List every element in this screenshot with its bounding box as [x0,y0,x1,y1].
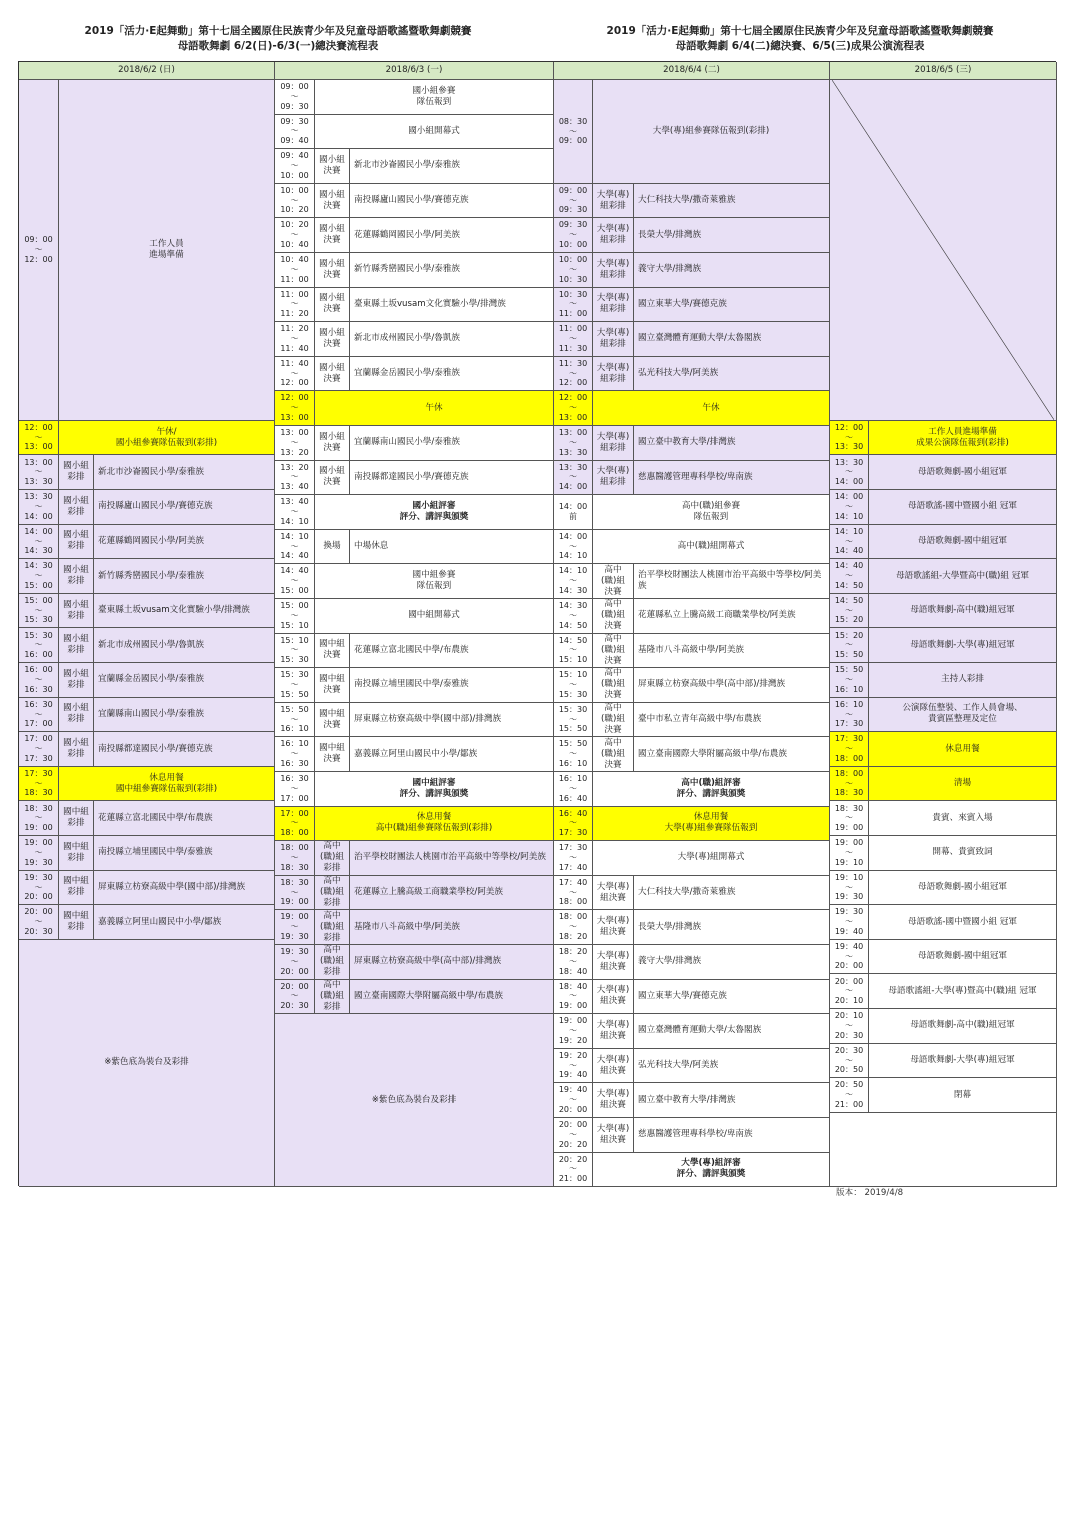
day3-time: 13：00 ～ 13：30 [554,426,593,461]
day2-time: 09：40 ～ 10：00 [275,149,315,184]
header-right-title: 2019「活力·E起舞動」第十七屆全國原住民族青少年及兒童母語歌謠暨歌舞劇競賽 [606,25,994,37]
day3-time: 20：00 ～ 20：20 [554,1118,593,1153]
day2-team: 宜蘭縣南山國民小學/泰雅族 [350,426,554,461]
day4-time: 18：30 ～ 19：00 [830,801,869,836]
day2-time: 10：40 ～ 11：00 [275,253,315,288]
day3-time: 16：10 ～ 16：40 [554,772,593,807]
day2-team: 國立臺南國際大學附屬高級中學/布農族 [350,980,554,1015]
day2-group: 國中組 決賽 [315,668,350,703]
day3-time: 14：00 前 [554,495,593,530]
day2-time: 13：20 ～ 13：40 [275,461,315,496]
day3-group: 大學(專) 組決賽 [593,945,634,980]
day3-group: 高中 (職)組 決賽 [593,703,634,738]
day2-time: 13：40 ～ 14：10 [275,495,315,530]
day2-team: 新北市成州國民小學/魯凱族 [350,322,554,357]
day2-time: 12：00 ～ 13：00 [275,391,315,426]
day3-event: 大學(專)組開幕式 [593,841,830,876]
day4-time: 20：30 ～ 20：50 [830,1044,869,1079]
day3-group: 大學(專) 組彩排 [593,426,634,461]
day4-event: 清場 [869,767,1057,802]
day2-group: 國中組 決賽 [315,634,350,669]
day3-team: 臺中市私立青年高級中學/布農族 [634,703,830,738]
day4-time: 16：10 ～ 17：30 [830,698,869,733]
day3-event: 高中(職)組參賽 隊伍報到 [593,495,830,530]
day3-team: 義守大學/排灣族 [634,945,830,980]
day2-time: 14：10 ～ 14：40 [275,530,315,565]
day4-event: 貴賓、來賓入場 [869,801,1057,836]
day2-team: 花蓮縣立富北國民中學/布農族 [350,634,554,669]
day2-group: 高中 (職)組 彩排 [315,876,350,911]
day2-time: 18：00 ～ 18：30 [275,841,315,876]
day2-group: 國小組 決賽 [315,184,350,219]
day4-event: 母語歌舞劇-國中組冠軍 [869,525,1057,560]
day2-group: 國中組 決賽 [315,703,350,738]
day3-event: 高中(職)組開幕式 [593,530,830,565]
day1-group: 國中組 彩排 [59,905,94,940]
header-left-title: 2019「活力·E起舞動」第十七屆全國原住民族青少年及兒童母語歌謠暨歌舞劇競賽 [84,25,472,37]
day2-time: 16：10 ～ 16：30 [275,737,315,772]
day3-team: 治平學校財團法人桃園市治平高級中等學校/阿美族 [634,564,830,599]
day1-group: 國小組 彩排 [59,455,94,490]
day4-time: 18：00 ～ 18：30 [830,767,869,802]
day2-time: 17：00 ～ 18：00 [275,807,315,842]
day1-time: 09：00 ～ 12：00 [19,80,59,421]
day1-time: 19：30 ～ 20：00 [19,871,59,906]
header-left-subtitle: 母語歌舞劇 6/2(日)-6/3(一)總決賽流程表 [177,40,379,52]
day4-time: 12：00 ～ 13：30 [830,421,869,456]
day2-group: 高中 (職)組 彩排 [315,980,350,1015]
day4-event: 母語歌謠-國中暨國小組 冠軍 [869,905,1057,940]
day3-group: 大學(專) 組決賽 [593,1049,634,1084]
day2-time: 18：30 ～ 19：00 [275,876,315,911]
day1-time: 17：30 ～ 18：30 [19,767,59,802]
day1-time: 16：30 ～ 17：00 [19,698,59,733]
day2-group: 國小組 決賽 [315,461,350,496]
day4-time: 19：40 ～ 20：00 [830,940,869,975]
day3-event: 休息用餐 大學(專)組參賽隊伍報到 [593,807,830,842]
day2-time: 14：40 ～ 15：00 [275,564,315,599]
day2-group: 國小組 決賽 [315,357,350,392]
day2-time: 11：40 ～ 12：00 [275,357,315,392]
header-day3: 2018/6/4 (二) [554,62,830,80]
day1-team: 嘉義縣立阿里山國民中小學/鄒族 [94,905,275,940]
day2-team: 花蓮縣立上騰高級工商職業學校/阿美族 [350,876,554,911]
day3-time: 18：00 ～ 18：20 [554,910,593,945]
day3-group: 高中 (職)組 決賽 [593,634,634,669]
day1-group: 國小組 彩排 [59,663,94,698]
day3-time: 11：00 ～ 11：30 [554,322,593,357]
day3-event: 高中(職)組評審 評分、講評與頒獎 [593,772,830,807]
day1-team: 新竹縣秀巒國民小學/泰雅族 [94,559,275,594]
day1-lunch: 午休/ 國小組參賽隊伍報到(彩排) [59,421,275,456]
header-day1: 2018/6/2 (日) [19,62,275,80]
day1-group: 國小組 彩排 [59,628,94,663]
day2-team: 南投縣廬山國民小學/賽德克族 [350,184,554,219]
day3-group: 高中 (職)組 決賽 [593,564,634,599]
day2-team: 新北市沙崙國民小學/泰雅族 [350,149,554,184]
day3-group: 高中 (職)組 決賽 [593,668,634,703]
day1-dinner: 休息用餐 國中組參賽隊伍報到(彩排) [59,767,275,802]
day2-group: 國小組 決賽 [315,426,350,461]
day1-team: 花蓮縣鶴岡國民小學/阿美族 [94,525,275,560]
day4-time: 17：30 ～ 18：00 [830,732,869,767]
day3-team: 弘光科技大學/阿美族 [634,357,830,392]
day3-team: 花蓮縣私立上騰高級工商職業學校/阿美族 [634,599,830,634]
day1-team: 花蓮縣立富北國民中學/布農族 [94,801,275,836]
day4-event: 母語歌舞劇-國小組冠軍 [869,871,1057,906]
day4-event: 主持人彩排 [869,663,1057,698]
day3-time: 09：30 ～ 10：00 [554,218,593,253]
day3-time: 16：40 ～ 17：30 [554,807,593,842]
day3-time: 18：20 ～ 18：40 [554,945,593,980]
day4-event: 母語歌舞劇-國小組冠軍 [869,455,1057,490]
day2-team: 宜蘭縣金岳國民小學/泰雅族 [350,357,554,392]
day4-time: 14：50 ～ 15：20 [830,594,869,629]
day3-group: 大學(專) 組決賽 [593,876,634,911]
day2-group: 高中 (職)組 彩排 [315,841,350,876]
day2-group: 國中組 決賽 [315,737,350,772]
day1-group: 國中組 彩排 [59,801,94,836]
day3-team: 大仁科技大學/撒奇萊雅族 [634,184,830,219]
day1-staff-prep: 工作人員 進場準備 [59,80,275,421]
day1-team: 宜蘭縣金岳國民小學/泰雅族 [94,663,275,698]
day3-group: 大學(專) 組彩排 [593,253,634,288]
day1-group: 國小組 彩排 [59,732,94,767]
day4-event: 休息用餐 [869,732,1057,767]
day3-group: 大學(專) 組決賽 [593,1083,634,1118]
day1-time: 12：00 ～ 13：00 [19,421,59,456]
day3-group: 大學(專) 組決賽 [593,980,634,1015]
day3-team: 國立臺灣體育運動大學/太魯閣族 [634,322,830,357]
day2-event: 國小組評審 評分、講評與頒獎 [315,495,554,530]
day3-team: 國立臺灣體育運動大學/太魯閣族 [634,1014,830,1049]
day3-group: 高中 (職)組 決賽 [593,599,634,634]
day4-event: 母語歌舞劇-大學(專)組冠軍 [869,628,1057,663]
day3-team: 國立臺南國際大學附屬高級中學/布農族 [634,737,830,772]
day3-team: 長榮大學/排灣族 [634,218,830,253]
day4-time: 14：00 ～ 14：10 [830,490,869,525]
day4-event: 閉幕 [869,1078,1057,1113]
day4-time: 19：30 ～ 19：40 [830,905,869,940]
day1-group: 國小組 彩排 [59,559,94,594]
day2-time: 09：30 ～ 09：40 [275,115,315,150]
day1-team: 南投縣都達國民小學/賽德克族 [94,732,275,767]
day2-group: 國小組 決賽 [315,218,350,253]
diagonal-line [832,80,1054,420]
day4-time: 15：20 ～ 15：50 [830,628,869,663]
day3-time: 18：40 ～ 19：00 [554,980,593,1015]
header-day2: 2018/6/3 (一) [275,62,554,80]
day3-team: 弘光科技大學/阿美族 [634,1049,830,1084]
day3-time: 08：30 ～ 09：00 [554,80,593,184]
day2-time: 15：00 ～ 15：10 [275,599,315,634]
day3-time: 19：40 ～ 20：00 [554,1083,593,1118]
day1-group: 國小組 彩排 [59,594,94,629]
day4-time: 13：30 ～ 14：00 [830,455,869,490]
day3-group: 大學(專) 組決賽 [593,1118,634,1153]
day1-time: 15：30 ～ 16：00 [19,628,59,663]
day1-time: 19：00 ～ 19：30 [19,836,59,871]
day3-event: 大學(專)組評審 評分、講評與頒獎 [593,1153,830,1188]
day2-time: 15：30 ～ 15：50 [275,668,315,703]
day1-team: 屏東縣立枋寮高級中學(國中部)/排灣族 [94,871,275,906]
day3-time: 19：20 ～ 19：40 [554,1049,593,1084]
day4-event: 母語歌謠組-大學暨高中(職)組 冠軍 [869,559,1057,594]
day2-group: 國小組 決賽 [315,253,350,288]
day2-time: 10：00 ～ 10：20 [275,184,315,219]
day2-event: 國中組評審 評分、講評與頒獎 [315,772,554,807]
day3-time: 14：10 ～ 14：30 [554,564,593,599]
day1-time: 13：00 ～ 13：30 [19,455,59,490]
day3-group: 大學(專) 組彩排 [593,288,634,323]
day4-event: 母語歌舞劇-高中(職)組冠軍 [869,1009,1057,1044]
day1-team: 新北市成州國民小學/魯凱族 [94,628,275,663]
day2-team: 治平學校財團法人桃園市治平高級中等學校/阿美族 [350,841,554,876]
day3-time: 09：00 ～ 09：30 [554,184,593,219]
day2-group: 高中 (職)組 彩排 [315,945,350,980]
day3-team: 屏東縣立枋寮高級中學(高中部)/排灣族 [634,668,830,703]
day2-time: 15：50 ～ 16：10 [275,703,315,738]
day2-team: 基隆市八斗高級中學/阿美族 [350,910,554,945]
day4-event: 母語歌謠組-大學(專)暨高中(職)組 冠軍 [869,974,1057,1009]
day2-event: 休息用餐 高中(職)組參賽隊伍報到(彩排) [315,807,554,842]
day1-time: 18：30 ～ 19：00 [19,801,59,836]
day3-time: 11：30 ～ 12：00 [554,357,593,392]
day4-event: 開幕、貴賓致詞 [869,836,1057,871]
schedule-table [18,61,1056,1186]
day1-team: 宜蘭縣南山國民小學/泰雅族 [94,698,275,733]
day3-group: 大學(專) 組彩排 [593,322,634,357]
day2-team: 新竹縣秀巒國民小學/泰雅族 [350,253,554,288]
day2-team: 中場休息 [350,530,554,565]
day3-team: 義守大學/排灣族 [634,253,830,288]
day3-time: 14：30 ～ 14：50 [554,599,593,634]
day3-time: 10：00 ～ 10：30 [554,253,593,288]
day2-team: 屏東縣立枋寮高級中學(國中部)/排灣族 [350,703,554,738]
header-right [540,24,1060,54]
day3-group: 大學(專) 組決賽 [593,910,634,945]
day3-time: 12：00 ～ 13：00 [554,391,593,426]
day4-event: 公演隊伍整裝、工作人員會場、 貴賓區整理及定位 [869,698,1057,733]
day3-time: 17：40 ～ 18：00 [554,876,593,911]
day2-time: 13：00 ～ 13：20 [275,426,315,461]
day1-time: 16：00 ～ 16：30 [19,663,59,698]
day1-team: 南投縣立埔里國民中學/泰雅族 [94,836,275,871]
day2-note: ※紫色底為裝台及彩排 [275,1014,554,1187]
day2-team: 嘉義縣立阿里山國民中小學/鄒族 [350,737,554,772]
day4-time: 20：50 ～ 21：00 [830,1078,869,1113]
day3-time: 19：00 ～ 19：20 [554,1014,593,1049]
day3-group: 大學(專) 組彩排 [593,461,634,496]
day2-time: 16：30 ～ 17：00 [275,772,315,807]
day3-group: 大學(專) 組決賽 [593,1014,634,1049]
day3-time: 14：00 ～ 14：10 [554,530,593,565]
day1-time: 14：00 ～ 14：30 [19,525,59,560]
day3-team: 國立東華大學/賽德克族 [634,980,830,1015]
day2-time: 11：20 ～ 11：40 [275,322,315,357]
day3-team: 國立臺中教育大學/排灣族 [634,1083,830,1118]
day2-group: 國小組 決賽 [315,322,350,357]
day1-group: 國小組 彩排 [59,698,94,733]
day4-time: 19：10 ～ 19：30 [830,871,869,906]
day3-time: 14：50 ～ 15：10 [554,634,593,669]
day2-event: 國中組開幕式 [315,599,554,634]
day2-time: 15：10 ～ 15：30 [275,634,315,669]
day4-time: 14：40 ～ 14：50 [830,559,869,594]
day2-time: 19：00 ～ 19：30 [275,910,315,945]
version-label: 版本： 2019/4/8 [836,1188,904,1198]
day3-time: 15：50 ～ 16：10 [554,737,593,772]
day1-time: 14：30 ～ 15：00 [19,559,59,594]
day3-team: 長榮大學/排灣族 [634,910,830,945]
day4-time: 20：00 ～ 20：10 [830,974,869,1009]
day3-time: 15：30 ～ 15：50 [554,703,593,738]
day1-team: 新北市沙崙國民小學/泰雅族 [94,455,275,490]
day1-time: 20：00 ～ 20：30 [19,905,59,940]
day3-team: 國立東華大學/賽德克族 [634,288,830,323]
day2-team: 屏東縣立枋寮高級中學(高中部)/排灣族 [350,945,554,980]
day2-team: 臺東縣土坂vusam文化實驗小學/排灣族 [350,288,554,323]
day3-time: 15：10 ～ 15：30 [554,668,593,703]
day2-event: 國中組參賽 隊伍報到 [315,564,554,599]
day3-time: 17：30 ～ 17：40 [554,841,593,876]
day2-team: 南投縣立埔里國民中學/泰雅族 [350,668,554,703]
day4-event: 母語歌舞劇-高中(職)組冠軍 [869,594,1057,629]
day4-event: 母語歌舞劇-大學(專)組冠軍 [869,1044,1057,1079]
day3-team: 慈惠醫護管理專科學校/卑南族 [634,1118,830,1153]
day4-time: 19：00 ～ 19：10 [830,836,869,871]
day3-group: 高中 (職)組 決賽 [593,737,634,772]
day4-event: 母語歌舞劇-國中組冠軍 [869,940,1057,975]
day2-team: 南投縣都達國民小學/賽德克族 [350,461,554,496]
day2-time: 20：00 ～ 20：30 [275,980,315,1015]
day2-time: 19：30 ～ 20：00 [275,945,315,980]
day3-time: 13：30 ～ 14：00 [554,461,593,496]
day2-time: 09：00 ～ 09：30 [275,80,315,115]
day4-empty-block [830,80,1057,421]
day3-time: 10：30 ～ 11：00 [554,288,593,323]
day2-group: 高中 (職)組 彩排 [315,910,350,945]
header-right-subtitle: 母語歌舞劇 6/4(二)總決賽、6/5(三)成果公演流程表 [675,40,925,52]
day1-time: 15：00 ～ 15：30 [19,594,59,629]
day3-event: 午休 [593,391,830,426]
day1-team: 南投縣廬山國民小學/賽德克族 [94,490,275,525]
day1-group: 國小組 彩排 [59,525,94,560]
day3-team: 慈惠醫護管理專科學校/卑南族 [634,461,830,496]
day2-group: 換場 [315,530,350,565]
day3-time: 20：20 ～ 21：00 [554,1153,593,1188]
day4-time: 15：50 ～ 16：10 [830,663,869,698]
day2-event: 午休 [315,391,554,426]
day3-team: 基隆市八斗高級中學/阿美族 [634,634,830,669]
day3-team: 大仁科技大學/撒奇萊雅族 [634,876,830,911]
day4-time: 14：10 ～ 14：40 [830,525,869,560]
day2-group: 國小組 決賽 [315,288,350,323]
day2-time: 10：20 ～ 10：40 [275,218,315,253]
day2-group: 國小組 決賽 [315,149,350,184]
day1-note: ※紫色底為裝台及彩排 [19,940,275,1187]
day3-team: 國立臺中教育大學/排灣族 [634,426,830,461]
day2-event: 國小組開幕式 [315,115,554,150]
header-day4: 2018/6/5 (三) [830,62,1057,80]
day4-event: 母語歌謠-國中暨國小組 冠軍 [869,490,1057,525]
day3-group: 大學(專) 組彩排 [593,357,634,392]
day1-group: 國中組 彩排 [59,836,94,871]
day2-event: 國小組參賽 隊伍報到 [315,80,554,115]
day3-event: 大學(專)組參賽隊伍報到(彩排) [593,80,830,184]
day4-event: 工作人員進場準備 成果公演隊伍報到(彩排) [869,421,1057,456]
day1-time: 13：30 ～ 14：00 [19,490,59,525]
day2-time: 11：00 ～ 11：20 [275,288,315,323]
day3-group: 大學(專) 組彩排 [593,218,634,253]
day3-group: 大學(專) 組彩排 [593,184,634,219]
day4-blank [830,1113,1057,1187]
day2-team: 花蓮縣鶴岡國民小學/阿美族 [350,218,554,253]
day4-time: 20：10 ～ 20：30 [830,1009,869,1044]
day1-time: 17：00 ～ 17：30 [19,732,59,767]
day1-group: 國中組 彩排 [59,871,94,906]
day1-group: 國小組 彩排 [59,490,94,525]
header-left [18,24,538,54]
day1-team: 臺東縣土坂vusam文化實驗小學/排灣族 [94,594,275,629]
